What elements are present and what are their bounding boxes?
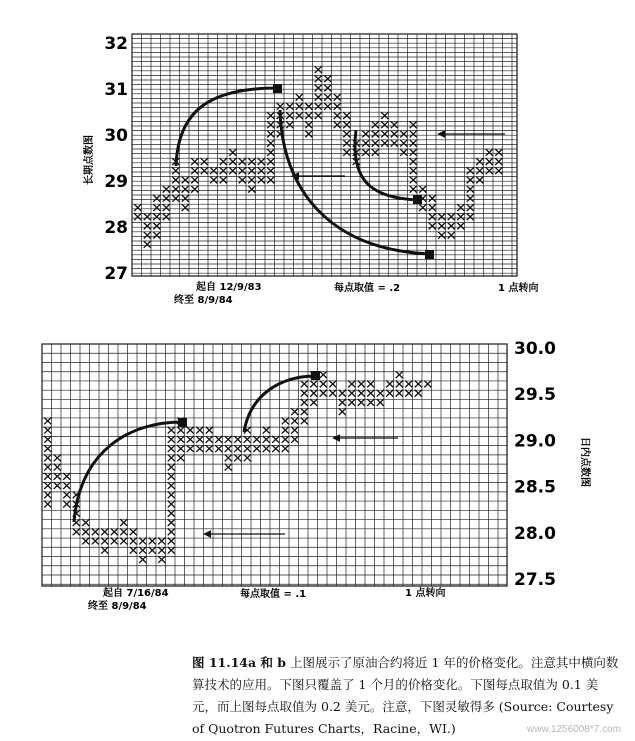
- chart-b-count-marker-2: [311, 371, 320, 380]
- chart-a-ylabel: 长期点数图: [84, 135, 95, 185]
- chart-a-ytick: 27: [104, 264, 128, 284]
- chart-b-reversal-label: 1 点转向: [405, 588, 446, 599]
- chart-b-ytick: 28.0: [514, 523, 556, 544]
- chart-b-y-axis: [514, 339, 556, 590]
- chart-b-start-label: 起自 7/16/84: [103, 588, 169, 599]
- chart-a-long-term: [82, 34, 538, 306]
- chart-a-start-label: 起自 12/9/83: [196, 282, 262, 293]
- chart-a-end-label: 终至 8/9/84: [174, 295, 233, 306]
- chart-b-ytick: 27.5: [514, 570, 556, 590]
- chart-b-box-label: 每点取值 = .1: [240, 589, 307, 600]
- chart-b-end-label: 终至 8/9/84: [88, 601, 147, 612]
- watermark: www.1256008*7.com: [527, 724, 621, 735]
- figure-label: 图 11.14a 和 b: [192, 655, 287, 670]
- chart-b-ytick: 29.0: [514, 431, 556, 452]
- chart-a-ytick: 28: [104, 218, 128, 238]
- chart-a-box-label: 每点取值 = .2: [334, 283, 401, 294]
- chart-a-grid: [132, 34, 517, 276]
- chart-b-ytick: 28.5: [514, 477, 556, 498]
- chart-a-count-marker-2: [425, 250, 434, 259]
- chart-b-ylabel: 日内点数图: [579, 437, 590, 487]
- chart-a-reversal-label: 1 点转向: [498, 283, 539, 294]
- chart-a-count-marker-1: [273, 84, 282, 93]
- caption-text: 上图展示了原油合约将近 1 年的价格变化。注意其中横向数算技术的应用。下图只覆盖了 1 个月的价格变化。下图每点取值为 0.1 美元，而上图每点取值为 0.2 美元。注意，下图灵敏得多 (Source: Courtesy of Quotron Futures Charts，Racine，WI.): [192, 655, 619, 736]
- chart-b-intraday: [42, 339, 592, 612]
- chart-b-ytick: 29.5: [514, 385, 556, 406]
- chart-b-grid: [42, 344, 507, 586]
- chart-a-count-marker-3: [413, 195, 422, 204]
- chart-a-ytick: 30: [104, 126, 128, 146]
- chart-a-ytick: 29: [104, 172, 128, 192]
- chart-a-y-axis: [104, 34, 128, 284]
- chart-b-count-marker-1: [178, 418, 187, 427]
- chart-b-ytick: 30.0: [514, 339, 556, 359]
- chart-a-ytick: 32: [104, 34, 128, 54]
- chart-a-ytick: 31: [104, 80, 128, 100]
